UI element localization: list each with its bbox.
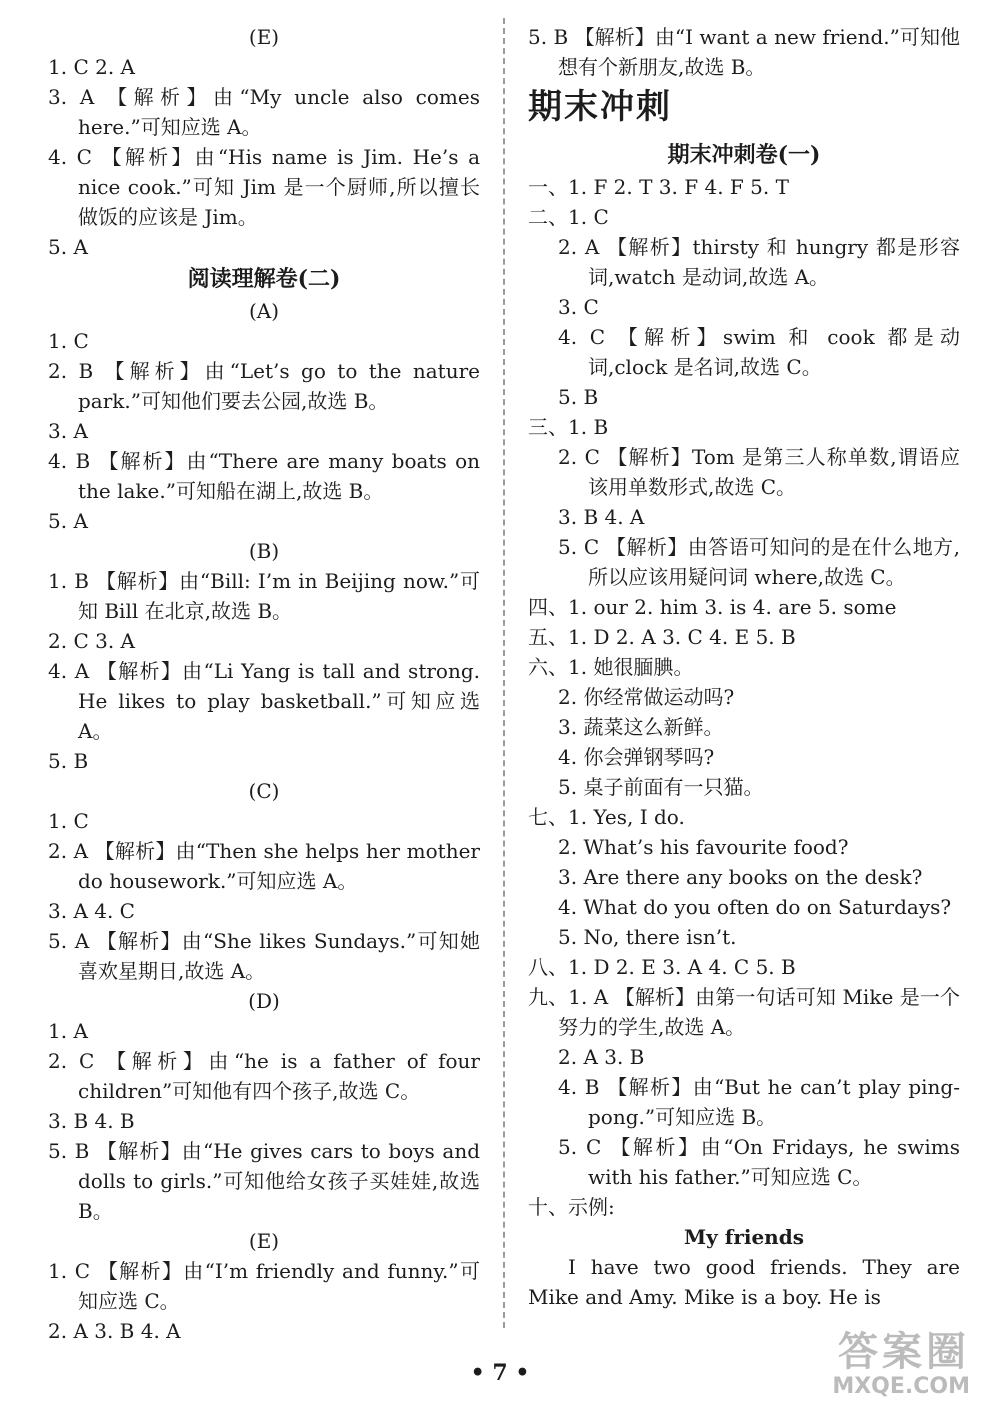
answer-explanation: 2. A 【解析】thirsty 和 hungry 都是形容词,watch 是动词,故选 A。 — [558, 235, 960, 289]
answer-line: 七、1. Yes, I do. — [528, 805, 685, 829]
chapter-title: 期末冲刺 — [528, 87, 672, 127]
answer-line: 5. B — [48, 749, 89, 773]
answer-explanation: 5. B 【解析】由“He gives cars to boys and dolls to girls.”可知他给女孩子买娃娃,故选 B。 — [48, 1139, 480, 1223]
subsection-label: (C) — [248, 779, 280, 803]
answer-line: 2. A 3. B — [558, 1045, 645, 1069]
answer-explanation: 2. C 【解析】由“he is a father of four children”可知他有四个孩子,故选 C。 — [48, 1049, 480, 1103]
section-title: 期末冲刺卷(一) — [667, 142, 821, 168]
subsection-label: (D) — [248, 989, 280, 1013]
answer-line: 4. 你会弹钢琴吗? — [558, 745, 715, 769]
page-number: • 7 • — [470, 1360, 530, 1386]
answer-line: 十、示例: — [528, 1195, 615, 1219]
answer-line: 4. What do you often do on Saturdays? — [558, 895, 952, 919]
answer-line: 六、1. 她很腼腆。 — [528, 655, 694, 679]
answer-explanation: 1. B 【解析】由“Bill: I’m in Beijing now.”可知 Bill 在北京,故选 B。 — [48, 569, 480, 623]
answer-line: 一、1. F 2. T 3. F 4. F 5. T — [528, 175, 789, 199]
essay-body: I have two good friends. They are Mike and Amy. Mike is a boy. He is — [528, 1255, 960, 1309]
left-column — [48, 22, 480, 1346]
answer-explanation: 5. C 【解析】由“On Fridays, he swims with his father.”可知应选 C。 — [558, 1135, 960, 1189]
watermark-url: MXQE.COM — [832, 1374, 970, 1399]
answer-line: 3. 蔬菜这么新鲜。 — [558, 715, 724, 739]
section-title: 阅读理解卷(二) — [187, 266, 341, 292]
answer-line: 5. B — [558, 385, 599, 409]
answer-line: 2. A 3. B 4. A — [48, 1319, 181, 1343]
answer-explanation: 5. B 【解析】由“I want a new friend.”可知他想有个新朋友,故选 B。 — [528, 25, 960, 79]
answer-explanation: 2. A 【解析】由“Then she helps her mother do housework.”可知应选 A。 — [48, 839, 480, 893]
watermark-text: 答案圈 — [838, 1329, 970, 1375]
answer-line: 3. B 4. A — [558, 505, 645, 529]
subsection-label: (B) — [248, 539, 280, 563]
answer-line: 3. B 4. B — [48, 1109, 135, 1133]
answer-explanation: 5. A 【解析】由“She likes Sundays.”可知她喜欢星期日,故选 A。 — [48, 929, 480, 983]
answer-explanation: 4. C 【解析】swim 和 cook 都是动词,clock 是名词,故选 C。 — [558, 325, 960, 379]
essay-title: My friends — [684, 1225, 804, 1249]
answer-line: 五、1. D 2. A 3. C 4. E 5. B — [528, 625, 796, 649]
answer-line: 5. A — [48, 509, 88, 533]
answer-line: 3. Are there any books on the desk? — [558, 865, 923, 889]
subsection-label: (E) — [248, 25, 280, 49]
subsection-label: (E) — [248, 1229, 280, 1253]
answer-line: 1. C — [48, 809, 89, 833]
answer-explanation: 2. C 【解析】Tom 是第三人称单数,谓语应该用单数形式,故选 C。 — [558, 445, 960, 499]
answer-line: 3. C — [558, 295, 599, 319]
answer-explanation: 2. B 【解析】由“Let’s go to the nature park.”可知他们要去公园,故选 B。 — [48, 359, 480, 413]
answer-line: 3. A — [48, 419, 88, 443]
answer-explanation: 4. B 【解析】由“But he can’t play ping-pong.”可知应选 B。 — [558, 1075, 960, 1129]
answer-explanation: 1. C 【解析】由“I’m friendly and funny.”可知应选 C。 — [48, 1259, 480, 1313]
answer-line: 5. No, there isn’t. — [558, 925, 737, 949]
answer-explanation: 4. A 【解析】由“Li Yang is tall and strong. He likes to play basketball.”可知应选 A。 — [48, 659, 480, 743]
answer-line: 四、1. our 2. him 3. is 4. are 5. some — [528, 595, 897, 619]
answer-line: 3. A 4. C — [48, 899, 135, 923]
subsection-label: (A) — [248, 299, 280, 323]
answer-line: 5. A — [48, 235, 88, 259]
answer-line: 2. What’s his favourite food? — [558, 835, 849, 859]
answer-line: 二、1. C — [528, 205, 609, 229]
answer-line: 1. C — [48, 329, 89, 353]
answer-line: 1. A — [48, 1019, 88, 1043]
answer-line: 2. 你经常做运动吗? — [558, 685, 735, 709]
answer-explanation: 5. C 【解析】由答语可知问的是在什么地方,所以应该用疑问词 where,故选 C。 — [558, 535, 960, 589]
answer-explanation: 4. B 【解析】由“There are many boats on the lake.”可知船在湖上,故选 B。 — [48, 449, 480, 503]
answer-line: 5. 桌子前面有一只猫。 — [558, 775, 764, 799]
answer-line: 1. C 2. A — [48, 55, 135, 79]
watermark-logo — [832, 1330, 970, 1400]
answer-line: 2. C 3. A — [48, 629, 135, 653]
right-column — [528, 22, 960, 1312]
answer-explanation: 3. A 【解析】由“My uncle also comes here.”可知应选 A。 — [48, 85, 480, 139]
answer-line: 八、1. D 2. E 3. A 4. C 5. B — [528, 955, 796, 979]
answer-explanation: 九、1. A 【解析】由第一句话可知 Mike 是一个努力的学生,故选 A。 — [528, 985, 960, 1039]
answer-line: 三、1. B — [528, 415, 609, 439]
answer-explanation: 4. C 【解析】由“His name is Jim. He’s a nice cook.”可知 Jim 是一个厨师,所以擅长做饭的应该是 Jim。 — [48, 145, 480, 229]
column-divider — [503, 18, 505, 1328]
